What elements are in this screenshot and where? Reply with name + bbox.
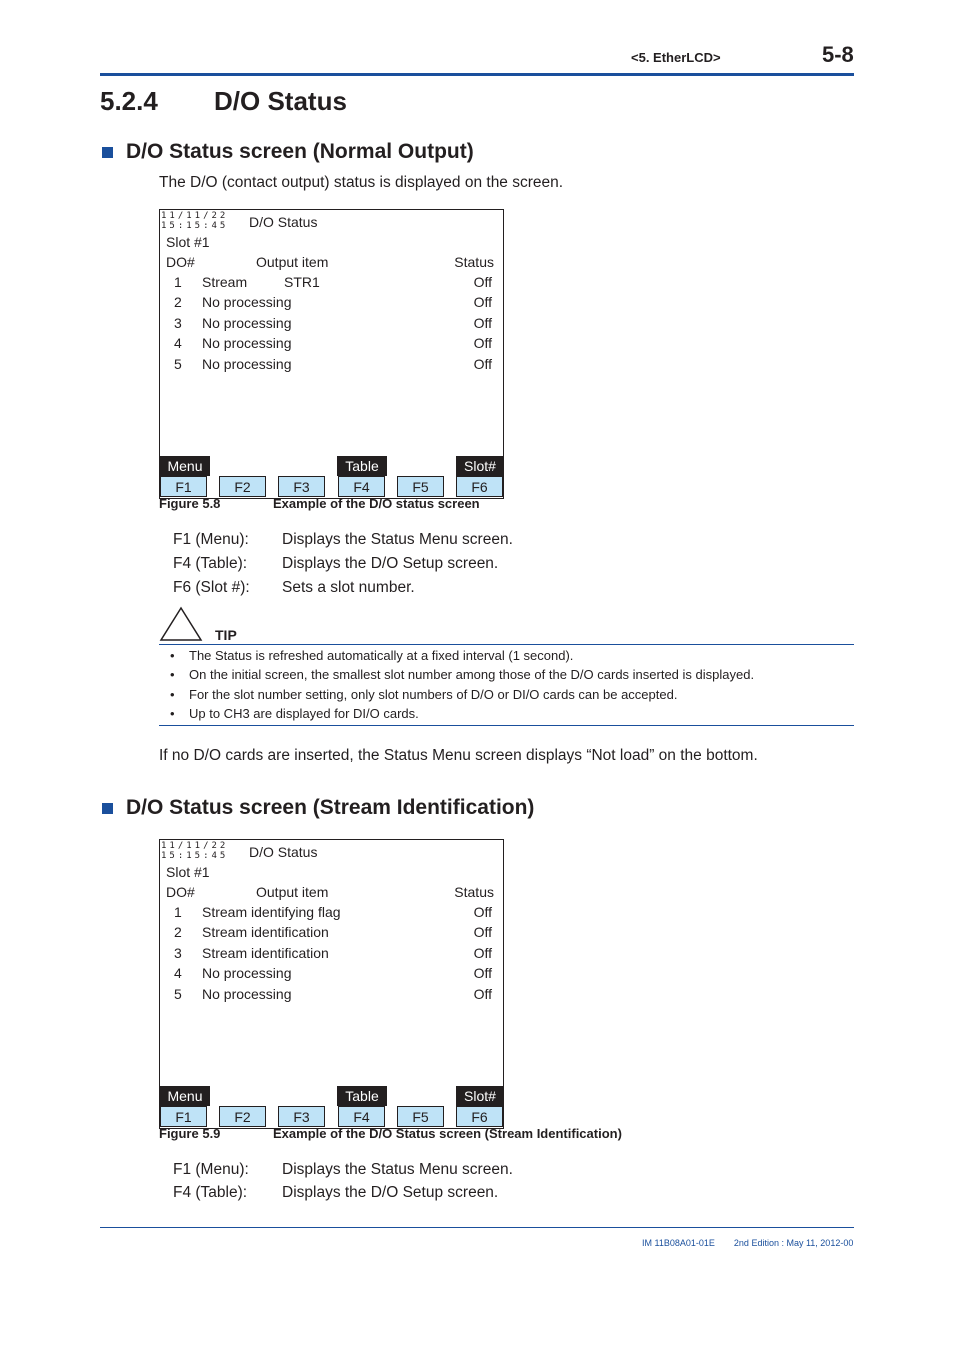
table-row: 3 Stream identification Off: [174, 945, 492, 961]
tip-rule-bottom: [159, 725, 854, 726]
key-description-text: Displays the D/O Setup screen.: [282, 1184, 499, 1201]
screen-slot: Slot #1: [166, 864, 210, 880]
section-number: 5.2.4: [100, 86, 158, 116]
f5-key[interactable]: F5: [397, 476, 444, 497]
table-row: 3 No processing Off: [174, 315, 492, 331]
header-chapter: <5. EtherLCD>: [631, 50, 721, 65]
f5-key[interactable]: F5: [397, 1106, 444, 1127]
f1-key[interactable]: F1: [160, 1106, 207, 1127]
figure-label: Figure 5.8: [159, 496, 221, 511]
footer-text: [642, 1238, 853, 1248]
tip-item: • On the initial screen, the smallest slot number among those of the D/O cards inserted is displayed.: [170, 667, 755, 682]
tip-triangle-icon: [159, 606, 203, 642]
table-row: 2 Stream identification Off: [174, 924, 492, 940]
screen-title: D/O Status: [249, 844, 318, 860]
f6-key[interactable]: F6: [456, 1106, 503, 1127]
table-row: 1 Stream STR1 Off: [174, 274, 492, 290]
col-status: Status: [454, 884, 494, 900]
lcd-screen-stream: [159, 839, 504, 1129]
footer-rule: [100, 1227, 854, 1228]
tip-rule-top: [159, 644, 854, 645]
f2-key[interactable]: F2: [219, 1106, 266, 1127]
key-description-label: F1 (Menu):: [173, 531, 249, 548]
square-bullet-icon: [102, 147, 113, 158]
f1-key[interactable]: F1: [160, 476, 207, 497]
table-row: 5 No processing Off: [174, 356, 492, 372]
header-rule: [100, 73, 854, 76]
function-key-row: [160, 476, 503, 498]
f6-key[interactable]: F6: [456, 476, 503, 497]
softkey-slot[interactable]: Slot#: [456, 1086, 504, 1106]
col-output-item: Output item: [256, 254, 329, 270]
figure-caption: Example of the D/O Status screen (Stream Identification): [273, 1126, 622, 1141]
lcd-screen-normal: [159, 209, 504, 499]
key-description-text: Displays the D/O Setup screen.: [282, 555, 499, 572]
f2-key[interactable]: F2: [219, 476, 266, 497]
col-do: DO#: [166, 254, 195, 270]
header-page-number: 5-8: [822, 42, 854, 67]
col-output-item: Output item: [256, 884, 329, 900]
key-description-label: F1 (Menu):: [173, 1161, 249, 1178]
table-row: 2 No processing Off: [174, 294, 492, 310]
f3-key[interactable]: F3: [278, 476, 325, 497]
key-description-text: Sets a slot number.: [282, 579, 415, 596]
screen-title: D/O Status: [249, 214, 318, 230]
f4-key[interactable]: F4: [338, 476, 385, 497]
key-description-label: F6 (Slot #):: [173, 579, 250, 596]
intro-text: The D/O (contact output) status is displayed on the screen.: [159, 174, 564, 191]
softkey-table[interactable]: Table: [337, 1086, 387, 1106]
tip-item: • Up to CH3 are displayed for DI/O cards.: [170, 706, 419, 721]
key-description-label: F4 (Table):: [173, 1184, 248, 1201]
tip-label: TIP: [215, 627, 237, 643]
tip-item: • For the slot number setting, only slot numbers of D/O or DI/O cards can be accepted.: [170, 687, 678, 702]
note-text: If no D/O cards are inserted, the Status Menu screen displays “Not load” on the bottom.: [159, 747, 758, 764]
screen-slot: Slot #1: [166, 234, 210, 250]
table-row: 4 No processing Off: [174, 335, 492, 351]
softkey-menu[interactable]: Menu: [160, 1086, 210, 1106]
table-row: 5 No processing Off: [174, 986, 492, 1002]
key-description-label: F4 (Table):: [173, 555, 248, 572]
subsection-heading-stream: [102, 796, 534, 820]
softkey-menu[interactable]: Menu: [160, 456, 210, 476]
tip-item: • The Status is refreshed automatically at a fixed interval (1 second).: [170, 648, 574, 663]
figure-caption: Example of the D/O status screen: [273, 496, 480, 511]
function-key-row: [160, 1106, 503, 1128]
col-status: Status: [454, 254, 494, 270]
square-bullet-icon: [102, 803, 113, 814]
key-description-text: Displays the Status Menu screen.: [282, 1161, 513, 1178]
screen-datetime: 11/11/22 15:15:45: [161, 211, 229, 231]
table-row: 1 Stream identifying flag Off: [174, 904, 492, 920]
f4-key[interactable]: F4: [338, 1106, 385, 1127]
subsection-title: D/O Status screen (Stream Identification): [126, 796, 535, 819]
softkey-table[interactable]: Table: [337, 456, 387, 476]
table-row: 4 No processing Off: [174, 965, 492, 981]
f3-key[interactable]: F3: [278, 1106, 325, 1127]
footer-edition: 2nd Edition : May 11, 2012-00: [733, 1238, 854, 1248]
subsection-heading-normal: [102, 140, 474, 164]
footer-doc-number: IM 11B08A01-01E: [642, 1238, 715, 1248]
key-description-text: Displays the Status Menu screen.: [282, 531, 513, 548]
softkey-slot[interactable]: Slot#: [456, 456, 504, 476]
figure-label: Figure 5.9: [159, 1126, 221, 1141]
subsection-title: D/O Status screen (Normal Output): [126, 140, 474, 163]
screen-datetime: 11/11/22 15:15:45: [161, 841, 229, 861]
section-title: D/O Status: [214, 86, 347, 116]
col-do: DO#: [166, 884, 195, 900]
